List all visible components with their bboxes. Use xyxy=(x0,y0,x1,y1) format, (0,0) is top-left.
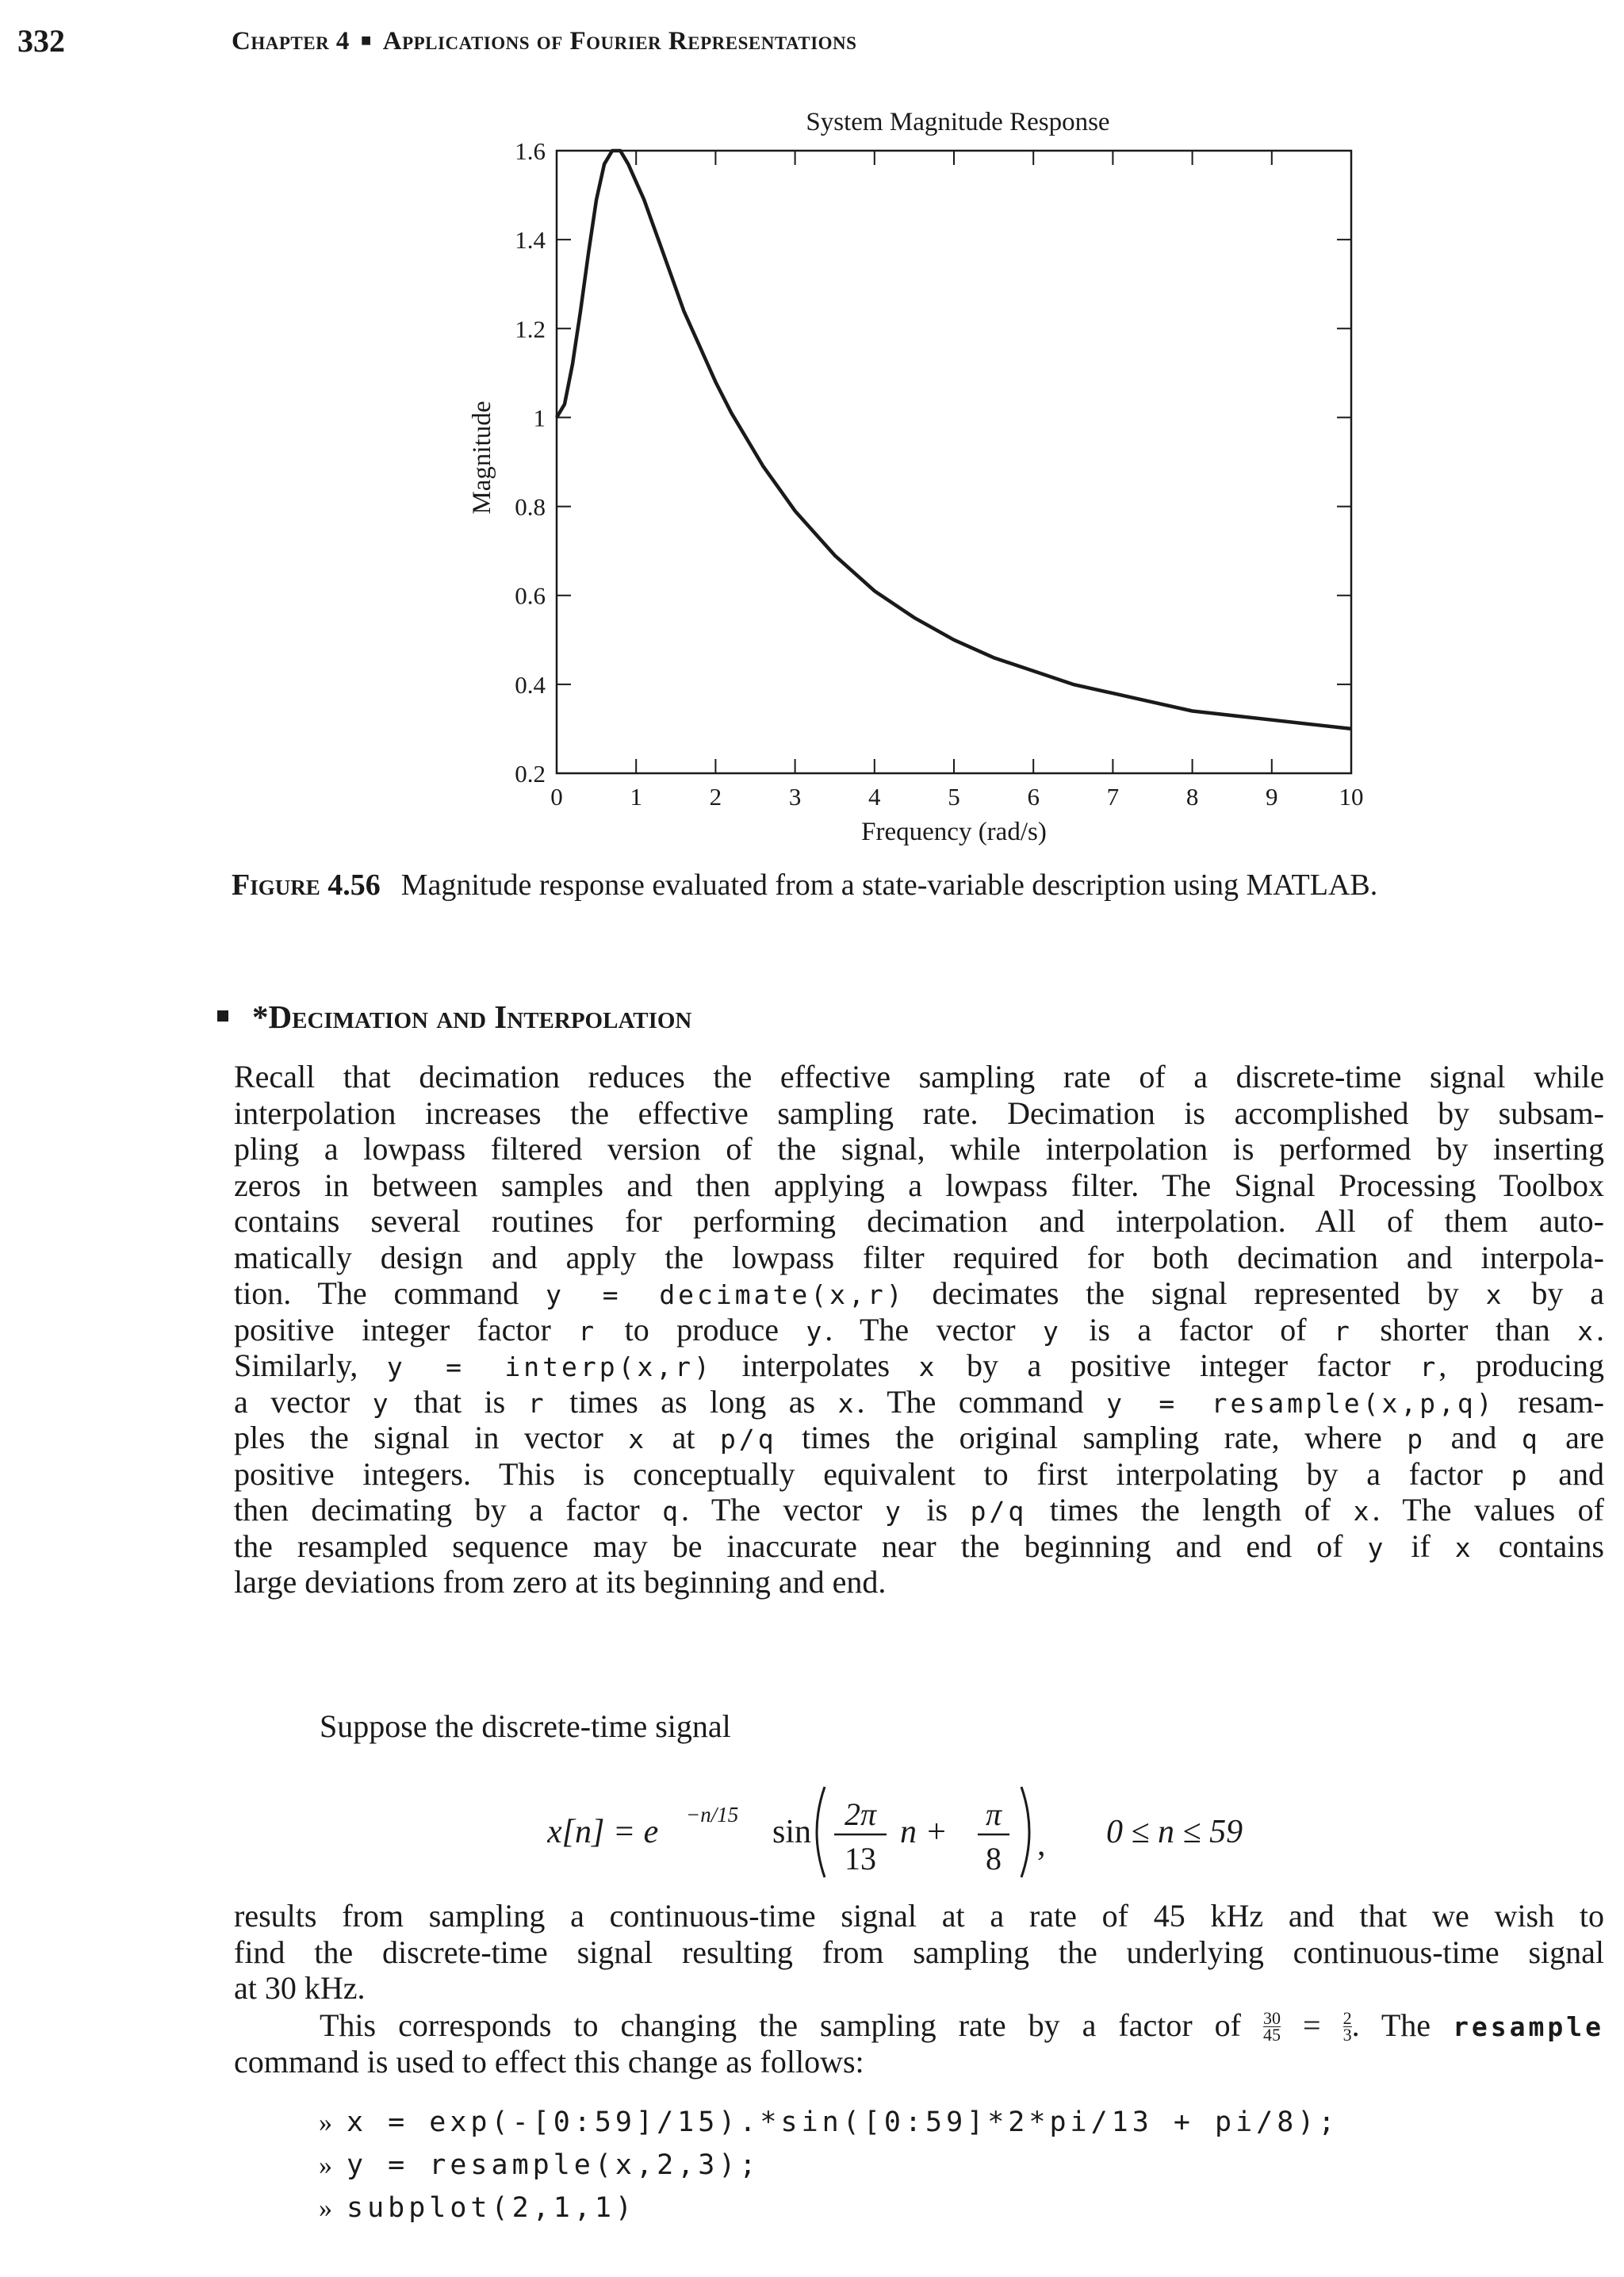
text-line: contains several routines for performing decimation and interpolation. All of them auto- xyxy=(234,1203,1604,1239)
x-tick-label: 8 xyxy=(1185,783,1199,811)
text-line: results from sampling a continuous-time signal at a rate of 45 kHz and that we wish to xyxy=(234,1898,1604,1934)
x-tick-label: 9 xyxy=(1266,783,1278,811)
inline-code: y = decimate(x,r) xyxy=(546,1279,906,1310)
text-line: tion. The command y = decimate(x,r) decimates the signal represented by x by a xyxy=(234,1275,1604,1311)
x-tick-label: 5 xyxy=(948,783,960,811)
figure-label: Figure 4.56 xyxy=(232,868,381,902)
paragraph-suppose xyxy=(234,1708,1604,1745)
text-line: This corresponds to changing the sampling rate by a factor of $\frac{30}{45}$ = $\frac{2}{3}$ . The resample xyxy=(320,2007,1605,2045)
plot-frame xyxy=(557,151,1351,773)
small-fraction: $\frac{2}{3}$ xyxy=(1342,2008,1352,2045)
chapter-title: Applications of Fourier Representations xyxy=(382,27,857,56)
y-tick-label: 0.4 xyxy=(515,670,546,699)
prompt-icon: » xyxy=(319,2151,332,2180)
text-line: interpolation increases the effective sampling rate. Decimation is accomplished by subsam- xyxy=(234,1094,1604,1131)
x-tick-label: 2 xyxy=(709,783,722,811)
right-paren xyxy=(1021,1787,1029,1877)
fraction-numerator: π xyxy=(985,1796,1002,1832)
section-heading xyxy=(217,998,691,1036)
left-paren xyxy=(817,1787,825,1877)
section-bullet-icon xyxy=(217,1010,228,1022)
equation-lhs: x[n] = e xyxy=(547,1814,659,1850)
prompt-icon: » xyxy=(319,2194,332,2223)
x-tick-label: 4 xyxy=(868,783,881,811)
text-line: zeros in between samples and then applying a lowpass filter. The Signal Processing Toolbox xyxy=(234,1167,1604,1203)
text-line: ples the signal in vector x at p/q times the original sampling rate, where p and q are xyxy=(234,1420,1604,1455)
text-line: pling a lowpass filtered version of the signal, while interpolation is performed by inserting xyxy=(234,1131,1604,1167)
x-axis xyxy=(550,151,1363,811)
x-tick-label: 6 xyxy=(1027,783,1040,811)
text-line: at 30 kHz. xyxy=(234,1970,366,2006)
equation-n: n + xyxy=(900,1814,948,1850)
page-number: 332 xyxy=(17,23,65,59)
signal-equation xyxy=(547,1773,1324,1892)
code-line: » x = exp(-[0:59]/15).*sin([0:59]*2*pi/13 + pi/8); xyxy=(319,2106,1339,2138)
text-line: matically design and apply the lowpass filter required for both decimation and interpola- xyxy=(234,1239,1604,1275)
text-line: large deviations from zero at its beginning and end. xyxy=(234,1564,887,1600)
text-line: Suppose the discrete-time signal xyxy=(320,1708,731,1744)
y-tick-label: 0.6 xyxy=(515,581,546,610)
code-line: » y = resample(x,2,3); xyxy=(319,2149,760,2181)
y-tick-label: 0.8 xyxy=(515,493,546,521)
chart-title: System Magnitude Response xyxy=(806,108,1110,136)
y-tick-label: 1.4 xyxy=(515,226,546,255)
header-bullet-icon: ■ xyxy=(360,30,372,50)
x-tick-label: 7 xyxy=(1106,783,1120,811)
y-tick-label: 0.2 xyxy=(515,760,546,788)
y-tick-label: 1.2 xyxy=(515,315,546,343)
magnitude-response-chart xyxy=(0,0,1624,864)
paragraph-sampling xyxy=(234,1898,1604,2007)
fraction-denominator: 8 xyxy=(986,1841,1002,1876)
x-tick-label: 0 xyxy=(550,783,563,811)
inline-code: y = interp(x,r) xyxy=(386,1351,713,1382)
figure-caption-text: Magnitude response evaluated from a state-variable description using MATLAB. xyxy=(400,868,1378,902)
section-title: *Decimation and Interpolation xyxy=(252,999,692,1035)
text-line: Recall that decimation reduces the effective sampling rate of a discrete-time signal while xyxy=(234,1059,1604,1094)
magnitude-curve xyxy=(557,151,1351,729)
text-line: the resampled sequence may be inaccurate near the beginning and end of y if x contains xyxy=(234,1528,1604,1564)
paragraph-resample xyxy=(234,2007,1604,2080)
text-line: positive integer factor r to produce y. The vector y is a factor of r shorter than x. xyxy=(234,1311,1604,1347)
code-line: » subplot(2,1,1) xyxy=(319,2192,637,2224)
equation-exponent: −n/15 xyxy=(686,1803,739,1827)
equation-sin: sin xyxy=(772,1814,812,1850)
fraction-denominator: 13 xyxy=(845,1841,876,1876)
text-line: command is used to effect this change as follows: xyxy=(234,2043,864,2080)
equation-range: 0 ≤ n ≤ 59 xyxy=(1106,1814,1243,1850)
small-fraction: $\frac{30}{45}$ xyxy=(1263,2008,1281,2045)
equation-comma: , xyxy=(1037,1827,1046,1863)
inline-code: y = resample(x,p,q) xyxy=(1106,1387,1496,1419)
fraction-numerator: 2π xyxy=(844,1796,877,1832)
x-tick-label: 10 xyxy=(1339,783,1364,811)
inline-code: resample xyxy=(1453,2011,1605,2042)
y-tick-label: 1 xyxy=(533,404,546,432)
prompt-icon: » xyxy=(319,2108,332,2137)
x-axis-label: Frequency (rad/s) xyxy=(861,818,1047,846)
text-line: a vector y that is r times as long as x. The command y = resample(x,p,q) resam- xyxy=(234,1383,1604,1420)
text-line: find the discrete-time signal resulting from sampling the underlying continuous-time signal xyxy=(234,1934,1604,1970)
y-axis-label: Magnitude xyxy=(468,401,496,515)
text-line: Similarly, y = interp(x,r) interpolates x by a positive integer factor r, producing xyxy=(234,1347,1605,1383)
text-line: positive integers. This is conceptually equivalent to first interpolating by a factor p and xyxy=(234,1455,1605,1492)
x-tick-label: 3 xyxy=(788,783,802,811)
paragraph-decimation-interpolation xyxy=(234,1059,1604,1600)
y-tick-label: 1.6 xyxy=(515,137,546,165)
x-tick-label: 1 xyxy=(630,783,642,811)
text-line: then decimating by a factor q. The vector y is p/q times the length of x. The values of xyxy=(234,1492,1604,1528)
figure-caption xyxy=(232,868,1624,903)
y-axis xyxy=(515,137,1351,788)
chapter-label: Chapter 4 xyxy=(232,27,350,56)
